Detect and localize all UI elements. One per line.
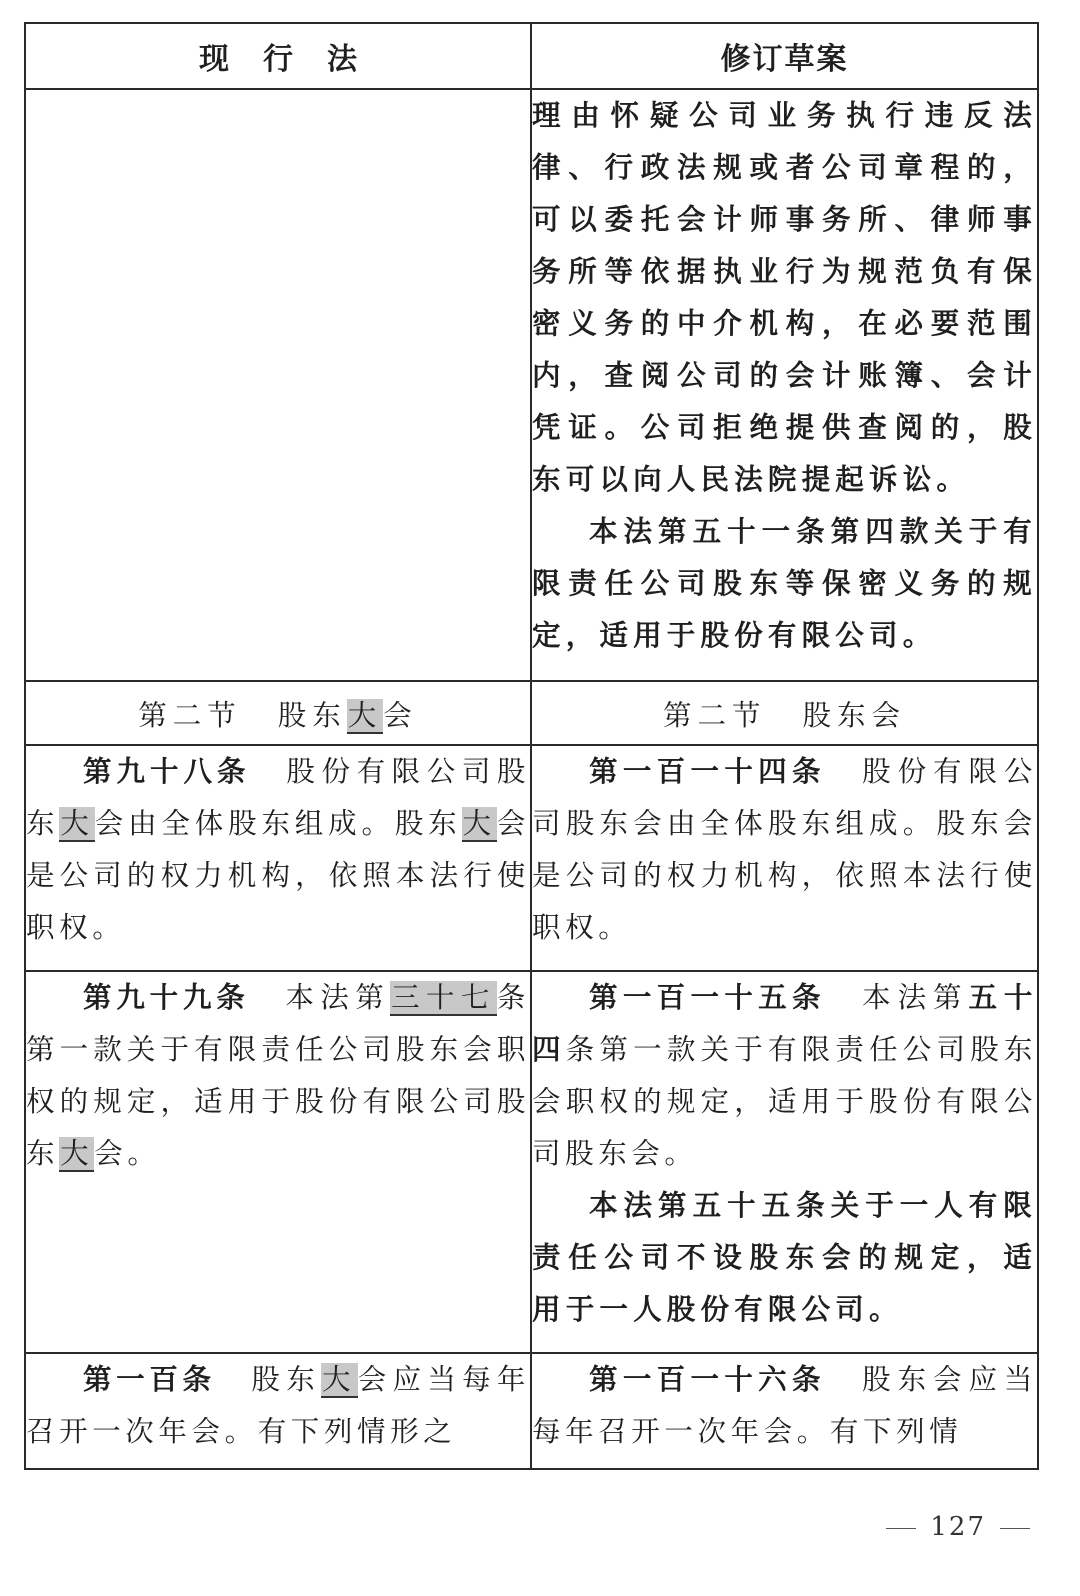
- highlighted-deleted-text: 大: [60, 807, 94, 840]
- section-heading-row: [25, 681, 1038, 745]
- cell-left-empty: [25, 89, 531, 681]
- header-draft: 修订草案: [531, 23, 1038, 89]
- article-title: 第一百一十五条: [589, 981, 826, 1014]
- table-header-row: [25, 23, 1038, 89]
- article-116-right: 第一百一十六条 股东会应当每年召开一次年会。有下列情: [531, 1353, 1038, 1469]
- table-row: [25, 89, 1038, 681]
- page-footer: [872, 1512, 1044, 1542]
- bold-amended-text: 五十四: [532, 981, 1037, 1066]
- article-99-left: 第九十九条 本法第三十七条第一款关于有限责任公司股东会职权的规定，适用于股份有限公司股东大会。: [25, 971, 531, 1353]
- article-title: 第一百一十六条: [589, 1363, 826, 1396]
- table-row: [25, 971, 1038, 1353]
- header-current-law: 现行法: [25, 23, 531, 89]
- footer-dash-right: [1000, 1528, 1030, 1529]
- paragraph: 本法第五十一条第四款关于有限责任公司股东等保密义务的规定，适用于股份有限公司。: [532, 515, 1037, 652]
- article-title: 第九十八条: [83, 755, 251, 788]
- cell-right-continuation: [531, 89, 1038, 681]
- highlighted-deleted-text: 三十七: [391, 981, 496, 1014]
- highlighted-deleted-text: 大: [462, 807, 496, 840]
- highlighted-deleted-text: 大: [321, 1363, 357, 1396]
- section-heading-left: 第二节 股东大会: [25, 681, 531, 745]
- paragraph: 本法第五十五条关于一人有限责任公司不设股东会的规定，适用于一人股份有限公司。: [532, 1189, 1037, 1326]
- footer-dash-left: [886, 1528, 916, 1529]
- paragraph: 理由怀疑公司业务执行违反法律、行政法规或者公司章程的，可以委托会计师事务所、律师事务所等依据执业行为规范负有保密义务的中介机构，在必要范围内，查阅公司的会计账簿、会计凭证。公司拒绝提供查阅的，股东可以向人民法院提起诉讼。: [532, 99, 1037, 496]
- table-row: [25, 745, 1038, 971]
- article-title: 第九十九条: [83, 981, 250, 1014]
- article-title: 第一百一十四条: [589, 755, 826, 788]
- article-title: 第一百条: [83, 1363, 216, 1396]
- table-row: [25, 1353, 1038, 1469]
- article-98-left: 第九十八条 股份有限公司股东大会由全体股东组成。股东大会是公司的权力机构，依照本法行使职权。: [25, 745, 531, 971]
- article-100-left: 第一百条 股东大会应当每年召开一次年会。有下列情形之: [25, 1353, 531, 1469]
- highlighted-deleted-text: 大: [347, 698, 383, 732]
- section-heading-right: 第二节 股东会: [531, 681, 1038, 745]
- comparison-table: [24, 22, 1039, 1470]
- article-115-right: 第一百一十五条 本法第五十四条第一款关于有限责任公司股东会职权的规定，适用于股份有限公司股东会。 本法第五十五条关于一人有限责任公司不设股东会的规定，适用于一人股份有限公司。: [531, 971, 1038, 1353]
- page-number: 127: [930, 1512, 986, 1542]
- highlighted-deleted-text: 大: [60, 1137, 94, 1170]
- article-114-right: 第一百一十四条 股份有限公司股东会由全体股东组成。股东会是公司的权力机构，依照本法行使职权。: [531, 745, 1038, 971]
